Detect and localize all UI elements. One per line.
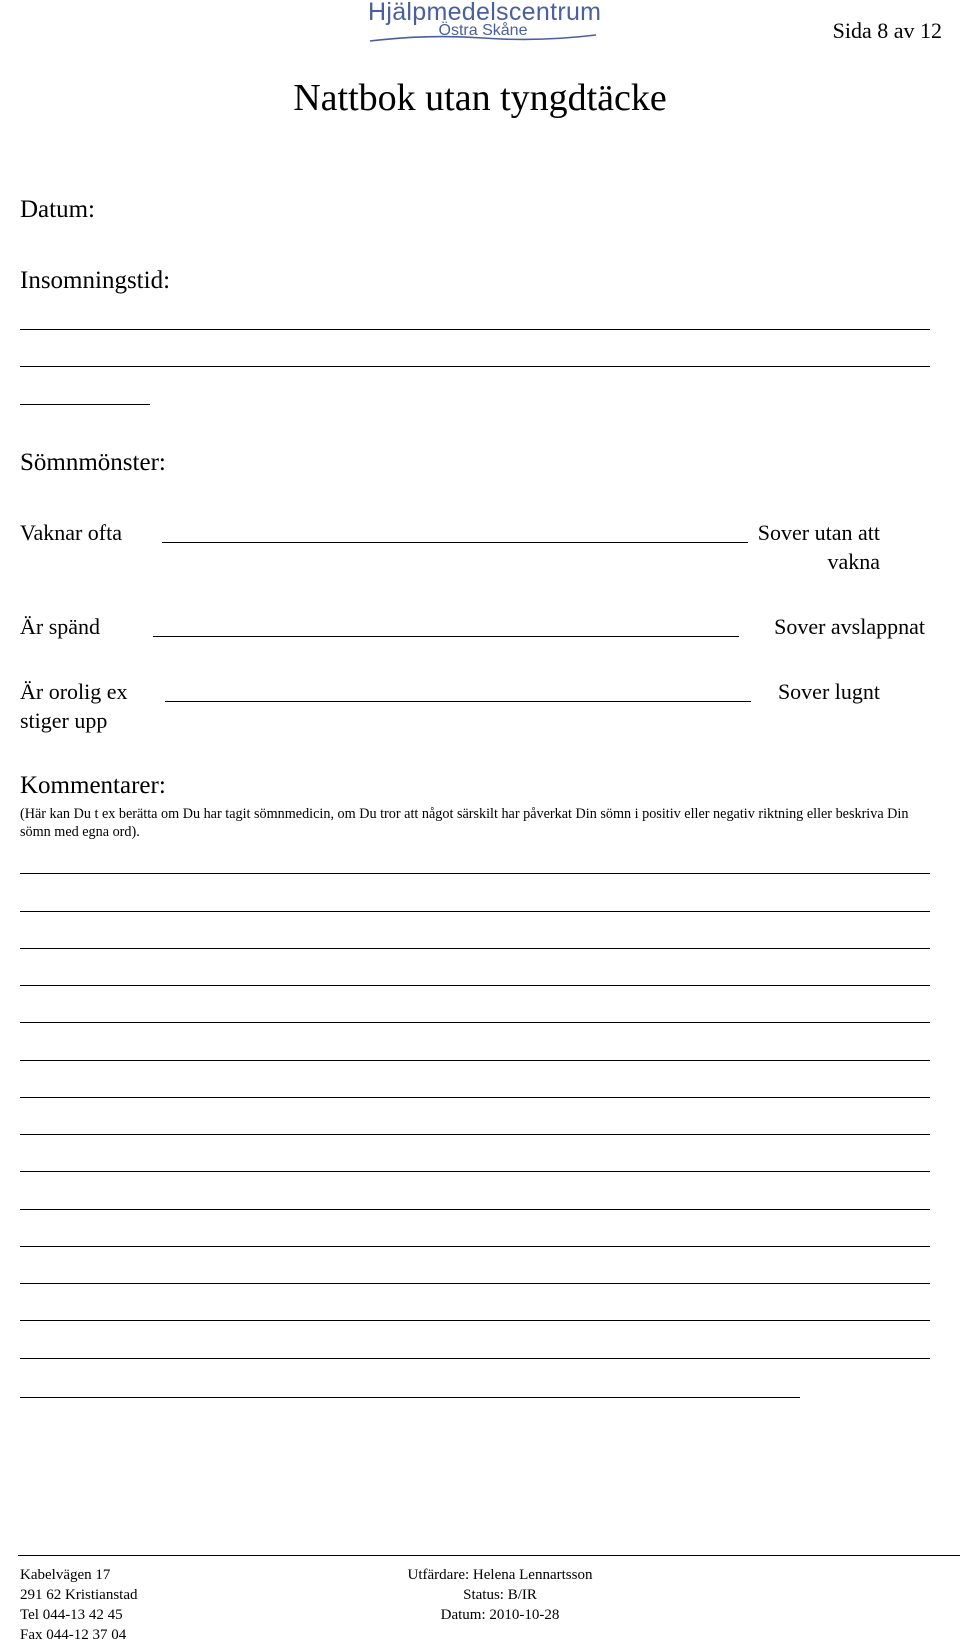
sleep-onset-line-2[interactable] [20,366,930,367]
comment-line-10[interactable] [20,1209,930,1210]
organization-logo [368,0,602,44]
comment-line-9[interactable] [20,1171,930,1172]
comment-line-13[interactable] [20,1320,930,1321]
sleep-pattern-label: Sömnmönster: [20,449,166,476]
scale-3-left-label: Är orolig ex stiger upp [20,679,128,733]
scale-2-left-label: Är spänd [20,614,101,639]
comment-line-11[interactable] [20,1246,930,1247]
comment-line-6[interactable] [20,1060,930,1061]
footer-fax: Fax 044-12 37 04 [20,1627,127,1643]
footer-address: Kabelvägen 17 [20,1567,111,1583]
comment-line-15[interactable] [20,1397,800,1398]
footer-issuer: Utfärdare: Helena Lennartsson [407,1567,593,1583]
page-title: Nattbok utan tyngdtäcke [293,77,667,119]
footer-document-info [380,1565,620,1625]
comments-instructions: (Här kan Du t ex berätta om Du har tagit sömnmedicin, om Du tror att något särskilt har påverkat Din sömn i positiv eller negativ riktning eller beskriva Din sömn med egna ord). [20,806,909,840]
sleep-onset-label: Insomningstid: [20,267,171,294]
scale-1-line[interactable] [162,542,748,543]
comment-line-1[interactable] [20,873,930,874]
comment-line-12[interactable] [20,1283,930,1284]
logo-region: Östra Skåne [438,22,528,39]
scale-1-right-label: Sover utan att vakna [757,520,880,574]
sleep-onset-line-1[interactable] [20,329,930,330]
footer-status: Status: B/IR [463,1587,537,1603]
comment-line-8[interactable] [20,1134,930,1135]
comment-line-3[interactable] [20,948,930,949]
comment-line-14[interactable] [20,1358,930,1359]
comment-line-2[interactable] [20,911,930,912]
logo-name: Hjälpmedelscentrum [368,0,602,26]
scale-2-right-label: Sover avslappnat [774,614,925,639]
scale-3-right-label: Sover lugnt [777,679,880,704]
comments-heading: Kommentarer: [20,772,166,799]
date-label: Datum: [20,196,95,223]
footer-postal: 291 62 Kristianstad [20,1587,138,1603]
footer-divider [18,1555,960,1556]
comment-line-4[interactable] [20,985,930,986]
scale-1-left-label: Vaknar ofta [20,520,123,545]
footer-phone: Tel 044-13 42 45 [20,1607,123,1623]
footer-contact [20,1565,138,1645]
comment-line-5[interactable] [20,1022,930,1023]
scale-3-line[interactable] [165,701,751,702]
page-number: Sida 8 av 12 [832,18,942,43]
footer-date: Datum: 2010-10-28 [440,1607,560,1623]
scale-2-line[interactable] [153,636,739,637]
comment-line-7[interactable] [20,1097,930,1098]
sleep-onset-line-3[interactable] [20,404,150,405]
